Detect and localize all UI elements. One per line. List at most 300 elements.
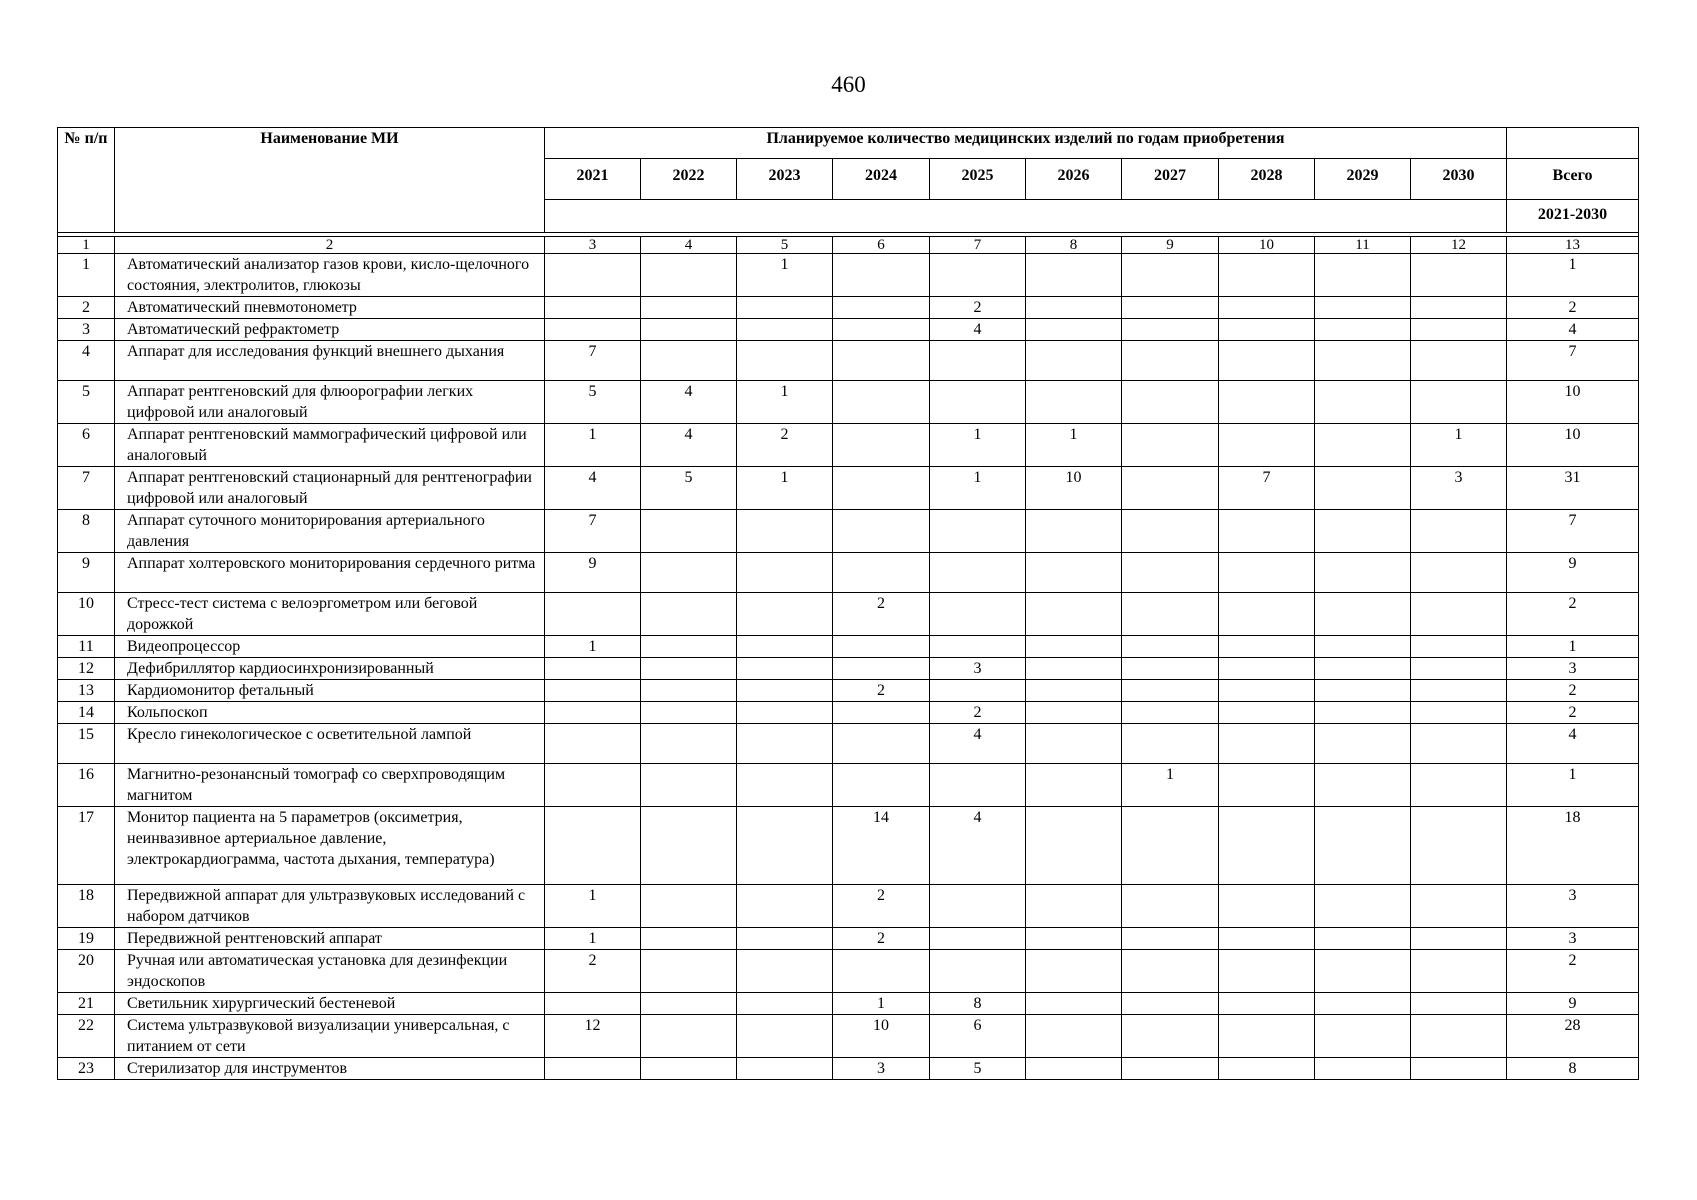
total-quantity: 18	[1507, 807, 1639, 885]
year-quantity	[1315, 807, 1411, 885]
column-numbers-row	[58, 237, 1639, 254]
year-quantity	[545, 680, 641, 702]
year-quantity: 2	[930, 297, 1026, 319]
year-quantity: 4	[930, 724, 1026, 764]
total-quantity: 3	[1507, 658, 1639, 680]
year-quantity	[1219, 993, 1315, 1015]
year-quantity	[641, 254, 737, 297]
year-quantity	[1026, 1058, 1122, 1080]
year-quantity	[641, 341, 737, 381]
year-quantity	[737, 680, 833, 702]
year-quantity	[833, 467, 930, 510]
row-number: 17	[58, 807, 115, 885]
row-number: 3	[58, 319, 115, 341]
year-quantity: 3	[1411, 467, 1507, 510]
year-quantity	[641, 1058, 737, 1080]
year-quantity	[1315, 636, 1411, 658]
year-quantity	[930, 254, 1026, 297]
total-quantity: 10	[1507, 381, 1639, 424]
table-row	[58, 254, 1639, 297]
year-quantity	[930, 885, 1026, 928]
year-quantity	[1411, 553, 1507, 593]
year-quantity	[641, 680, 737, 702]
table-row	[58, 928, 1639, 950]
year-quantity	[1026, 764, 1122, 807]
year-quantity	[1219, 950, 1315, 993]
year-quantity	[1411, 702, 1507, 724]
year-quantity	[1315, 764, 1411, 807]
year-quantity	[1315, 885, 1411, 928]
year-quantity	[833, 636, 930, 658]
year-quantity	[737, 510, 833, 553]
row-number: 1	[58, 254, 115, 297]
table-row	[58, 950, 1639, 993]
year-quantity: 5	[930, 1058, 1026, 1080]
device-name: Монитор пациента на 5 параметров (оксиметрия, неинвазивное артериальное давление, электрокардиограмма, частота дыхания, температура)	[115, 807, 545, 885]
year-quantity	[737, 950, 833, 993]
year-quantity	[1315, 381, 1411, 424]
row-number: 6	[58, 424, 115, 467]
year-quantity	[641, 593, 737, 636]
year-quantity	[545, 658, 641, 680]
year-quantity	[1315, 680, 1411, 702]
year-quantity	[1315, 553, 1411, 593]
row-number: 23	[58, 1058, 115, 1080]
year-quantity	[1219, 297, 1315, 319]
year-quantity: 1	[833, 993, 930, 1015]
year-quantity	[833, 764, 930, 807]
year-quantity: 2	[930, 702, 1026, 724]
row-number: 20	[58, 950, 115, 993]
year-quantity	[1026, 950, 1122, 993]
year-quantity	[1219, 724, 1315, 764]
year-quantity	[1411, 724, 1507, 764]
table-row	[58, 297, 1639, 319]
year-quantity	[1411, 885, 1507, 928]
year-quantity	[1411, 341, 1507, 381]
year-quantity	[833, 254, 930, 297]
year-quantity	[1315, 1015, 1411, 1058]
column-number: 12	[1411, 237, 1507, 254]
year-quantity	[1219, 636, 1315, 658]
year-quantity	[833, 297, 930, 319]
table-row	[58, 680, 1639, 702]
year-quantity	[1411, 807, 1507, 885]
year-quantity	[737, 553, 833, 593]
year-quantity	[1315, 319, 1411, 341]
device-name: Дефибриллятор кардиосинхронизированный	[115, 658, 545, 680]
year-quantity	[1411, 993, 1507, 1015]
year-quantity	[1219, 553, 1315, 593]
year-quantity	[1219, 764, 1315, 807]
device-name: Автоматический рефрактометр	[115, 319, 545, 341]
header-num: № п/п	[58, 128, 115, 233]
row-number: 12	[58, 658, 115, 680]
row-number: 2	[58, 297, 115, 319]
year-quantity	[930, 680, 1026, 702]
year-quantity	[1411, 764, 1507, 807]
year-quantity	[1219, 807, 1315, 885]
year-quantity	[833, 510, 930, 553]
year-quantity	[545, 724, 641, 764]
device-name: Магнитно-резонансный томограф со сверхпроводящим магнитом	[115, 764, 545, 807]
table-row	[58, 993, 1639, 1015]
row-number: 15	[58, 724, 115, 764]
year-quantity	[1026, 928, 1122, 950]
device-name: Аппарат холтеровского мониторирования сердечного ритма	[115, 553, 545, 593]
header-total: Всего	[1507, 159, 1639, 200]
year-quantity: 7	[545, 341, 641, 381]
row-number: 11	[58, 636, 115, 658]
column-number: 4	[641, 237, 737, 254]
table-row	[58, 467, 1639, 510]
row-number: 9	[58, 553, 115, 593]
year-quantity: 4	[641, 381, 737, 424]
year-quantity	[1315, 702, 1411, 724]
year-quantity	[1122, 553, 1219, 593]
total-quantity: 1	[1507, 254, 1639, 297]
year-quantity	[1026, 254, 1122, 297]
table-row	[58, 424, 1639, 467]
total-quantity: 28	[1507, 1015, 1639, 1058]
year-quantity	[1122, 950, 1219, 993]
column-number: 2	[115, 237, 545, 254]
year-quantity: 1	[737, 467, 833, 510]
year-quantity	[1219, 658, 1315, 680]
device-name: Передвижной аппарат для ультразвуковых исследований с набором датчиков	[115, 885, 545, 928]
year-quantity: 3	[930, 658, 1026, 680]
row-number: 8	[58, 510, 115, 553]
header-planned: Планируемое количество медицинских изделий по годам приобретения	[545, 128, 1507, 159]
total-quantity: 3	[1507, 928, 1639, 950]
header-year: 2021	[545, 159, 641, 200]
table-row	[58, 807, 1639, 885]
total-quantity: 3	[1507, 885, 1639, 928]
year-quantity	[1122, 724, 1219, 764]
header-total-range: 2021-2030	[1507, 200, 1639, 233]
year-quantity	[1411, 297, 1507, 319]
year-quantity	[930, 950, 1026, 993]
year-quantity: 4	[641, 424, 737, 467]
year-quantity	[641, 510, 737, 553]
year-quantity: 7	[545, 510, 641, 553]
year-quantity	[1315, 593, 1411, 636]
year-quantity: 4	[930, 319, 1026, 341]
year-quantity	[737, 297, 833, 319]
table-row	[58, 885, 1639, 928]
year-quantity	[833, 950, 930, 993]
year-quantity: 2	[833, 885, 930, 928]
year-quantity	[1411, 254, 1507, 297]
year-quantity: 14	[833, 807, 930, 885]
year-quantity	[1315, 297, 1411, 319]
year-quantity	[737, 1015, 833, 1058]
year-quantity	[1122, 381, 1219, 424]
year-quantity	[1122, 928, 1219, 950]
header-year: 2030	[1411, 159, 1507, 200]
year-quantity	[1122, 254, 1219, 297]
year-quantity: 1	[1026, 424, 1122, 467]
column-number: 8	[1026, 237, 1122, 254]
row-number: 22	[58, 1015, 115, 1058]
total-quantity: 4	[1507, 319, 1639, 341]
header-year: 2025	[930, 159, 1026, 200]
year-quantity	[1219, 1058, 1315, 1080]
device-name: Аппарат для исследования функций внешнего дыхания	[115, 341, 545, 381]
column-number: 6	[833, 237, 930, 254]
year-quantity	[930, 553, 1026, 593]
year-quantity	[1026, 593, 1122, 636]
year-quantity: 8	[930, 993, 1026, 1015]
year-quantity	[1122, 424, 1219, 467]
year-quantity	[1122, 636, 1219, 658]
year-quantity: 3	[833, 1058, 930, 1080]
year-quantity	[930, 593, 1026, 636]
year-quantity	[833, 724, 930, 764]
year-quantity	[1219, 702, 1315, 724]
year-quantity	[641, 885, 737, 928]
year-quantity	[1411, 593, 1507, 636]
year-quantity: 1	[1411, 424, 1507, 467]
device-name: Кардиомонитор фетальный	[115, 680, 545, 702]
year-quantity	[930, 764, 1026, 807]
year-quantity	[1122, 680, 1219, 702]
year-quantity	[1026, 658, 1122, 680]
year-quantity	[641, 950, 737, 993]
header-year: 2029	[1315, 159, 1411, 200]
year-quantity	[833, 319, 930, 341]
year-quantity	[737, 319, 833, 341]
column-number: 13	[1507, 237, 1639, 254]
year-quantity	[737, 928, 833, 950]
row-number: 16	[58, 764, 115, 807]
year-quantity	[1315, 510, 1411, 553]
device-name: Кресло гинекологическое с осветительной лампой	[115, 724, 545, 764]
year-quantity	[833, 341, 930, 381]
year-quantity	[1411, 658, 1507, 680]
column-number: 3	[545, 237, 641, 254]
header-years-blank	[545, 200, 1507, 233]
year-quantity: 5	[545, 381, 641, 424]
year-quantity	[641, 702, 737, 724]
year-quantity	[1122, 341, 1219, 381]
row-number: 18	[58, 885, 115, 928]
device-name: Автоматический пневмотонометр	[115, 297, 545, 319]
table-row	[58, 702, 1639, 724]
year-quantity	[1122, 319, 1219, 341]
header-year: 2026	[1026, 159, 1122, 200]
year-quantity	[1411, 381, 1507, 424]
table-row	[58, 341, 1639, 381]
year-quantity: 2	[833, 680, 930, 702]
total-quantity: 2	[1507, 593, 1639, 636]
year-quantity	[1122, 993, 1219, 1015]
device-name: Аппарат суточного мониторирования артериального давления	[115, 510, 545, 553]
year-quantity: 1	[930, 424, 1026, 467]
year-quantity	[1219, 254, 1315, 297]
year-quantity	[641, 724, 737, 764]
year-quantity	[641, 319, 737, 341]
year-quantity	[1315, 1058, 1411, 1080]
year-quantity	[833, 381, 930, 424]
year-quantity: 1	[545, 885, 641, 928]
table-row	[58, 658, 1639, 680]
year-quantity	[1026, 885, 1122, 928]
year-quantity	[930, 510, 1026, 553]
total-quantity: 1	[1507, 764, 1639, 807]
year-quantity	[545, 297, 641, 319]
device-name: Светильник хирургический бестеневой	[115, 993, 545, 1015]
total-quantity: 7	[1507, 341, 1639, 381]
row-number: 14	[58, 702, 115, 724]
table-row	[58, 724, 1639, 764]
year-quantity	[545, 254, 641, 297]
row-number: 4	[58, 341, 115, 381]
year-quantity	[1026, 319, 1122, 341]
table-row	[58, 1058, 1639, 1080]
device-name: Автоматический анализатор газов крови, кисло-щелочного состояния, электролитов, глюкозы	[115, 254, 545, 297]
year-quantity: 4	[930, 807, 1026, 885]
year-quantity	[1026, 807, 1122, 885]
table-row	[58, 593, 1639, 636]
year-quantity	[737, 724, 833, 764]
year-quantity	[1122, 467, 1219, 510]
year-quantity: 6	[930, 1015, 1026, 1058]
year-quantity	[1122, 885, 1219, 928]
column-number: 11	[1315, 237, 1411, 254]
year-quantity	[1219, 885, 1315, 928]
total-quantity: 2	[1507, 680, 1639, 702]
year-quantity	[737, 636, 833, 658]
total-quantity: 8	[1507, 1058, 1639, 1080]
year-quantity: 5	[641, 467, 737, 510]
year-quantity	[1026, 510, 1122, 553]
device-name: Стерилизатор для инструментов	[115, 1058, 545, 1080]
year-quantity	[1411, 928, 1507, 950]
year-quantity	[1411, 680, 1507, 702]
column-number: 10	[1219, 237, 1315, 254]
year-quantity	[1026, 1015, 1122, 1058]
total-quantity: 2	[1507, 297, 1639, 319]
year-quantity	[641, 764, 737, 807]
year-quantity	[1315, 950, 1411, 993]
year-quantity	[1026, 553, 1122, 593]
year-quantity: 1	[737, 381, 833, 424]
column-number: 1	[58, 237, 115, 254]
year-quantity	[833, 658, 930, 680]
year-quantity	[1122, 807, 1219, 885]
year-quantity	[1122, 702, 1219, 724]
year-quantity: 1	[1122, 764, 1219, 807]
total-quantity: 31	[1507, 467, 1639, 510]
year-quantity	[737, 702, 833, 724]
year-quantity	[833, 553, 930, 593]
year-quantity	[545, 807, 641, 885]
column-number: 7	[930, 237, 1026, 254]
year-quantity	[737, 1058, 833, 1080]
year-quantity: 2	[833, 928, 930, 950]
year-quantity	[1219, 424, 1315, 467]
year-quantity	[1026, 636, 1122, 658]
year-quantity	[545, 702, 641, 724]
device-name: Передвижной рентгеновский аппарат	[115, 928, 545, 950]
year-quantity	[1411, 319, 1507, 341]
year-quantity	[1219, 319, 1315, 341]
header-year: 2027	[1122, 159, 1219, 200]
device-name: Аппарат рентгеновский маммографический цифровой или аналоговый	[115, 424, 545, 467]
year-quantity	[1026, 381, 1122, 424]
year-quantity	[1411, 1015, 1507, 1058]
year-quantity: 10	[833, 1015, 930, 1058]
year-quantity	[1219, 381, 1315, 424]
total-quantity: 4	[1507, 724, 1639, 764]
year-quantity	[1219, 928, 1315, 950]
year-quantity	[1026, 297, 1122, 319]
year-quantity	[545, 993, 641, 1015]
year-quantity	[1122, 593, 1219, 636]
year-quantity	[1411, 510, 1507, 553]
year-quantity	[1219, 510, 1315, 553]
year-quantity	[641, 807, 737, 885]
year-quantity	[737, 885, 833, 928]
year-quantity: 1	[545, 636, 641, 658]
year-quantity	[1122, 1015, 1219, 1058]
year-quantity	[641, 297, 737, 319]
year-quantity: 10	[1026, 467, 1122, 510]
table-row	[58, 636, 1639, 658]
year-quantity	[641, 658, 737, 680]
year-quantity	[1026, 702, 1122, 724]
header-year: 2022	[641, 159, 737, 200]
table-row	[58, 510, 1639, 553]
year-quantity	[1026, 993, 1122, 1015]
year-quantity	[1026, 341, 1122, 381]
year-quantity	[930, 636, 1026, 658]
header-total-top	[1507, 128, 1639, 159]
row-number: 13	[58, 680, 115, 702]
year-quantity: 12	[545, 1015, 641, 1058]
year-quantity	[641, 1015, 737, 1058]
year-quantity	[641, 928, 737, 950]
column-number: 9	[1122, 237, 1219, 254]
medical-devices-table	[57, 127, 1639, 1080]
year-quantity	[1122, 510, 1219, 553]
year-quantity	[833, 424, 930, 467]
year-quantity	[1219, 680, 1315, 702]
year-quantity	[833, 702, 930, 724]
year-quantity	[641, 636, 737, 658]
header-year: 2023	[737, 159, 833, 200]
year-quantity	[1219, 593, 1315, 636]
year-quantity	[737, 658, 833, 680]
device-name: Стресс-тест система с велоэргометром или беговой дорожкой	[115, 593, 545, 636]
year-quantity	[1219, 341, 1315, 381]
year-quantity	[545, 593, 641, 636]
table-row	[58, 553, 1639, 593]
total-quantity: 9	[1507, 993, 1639, 1015]
year-quantity: 1	[737, 254, 833, 297]
header-year: 2028	[1219, 159, 1315, 200]
year-quantity	[930, 341, 1026, 381]
year-quantity	[641, 553, 737, 593]
year-quantity	[1026, 724, 1122, 764]
row-number: 21	[58, 993, 115, 1015]
year-quantity	[737, 341, 833, 381]
year-quantity: 2	[833, 593, 930, 636]
total-quantity: 1	[1507, 636, 1639, 658]
device-name: Кольпоскоп	[115, 702, 545, 724]
year-quantity	[930, 381, 1026, 424]
